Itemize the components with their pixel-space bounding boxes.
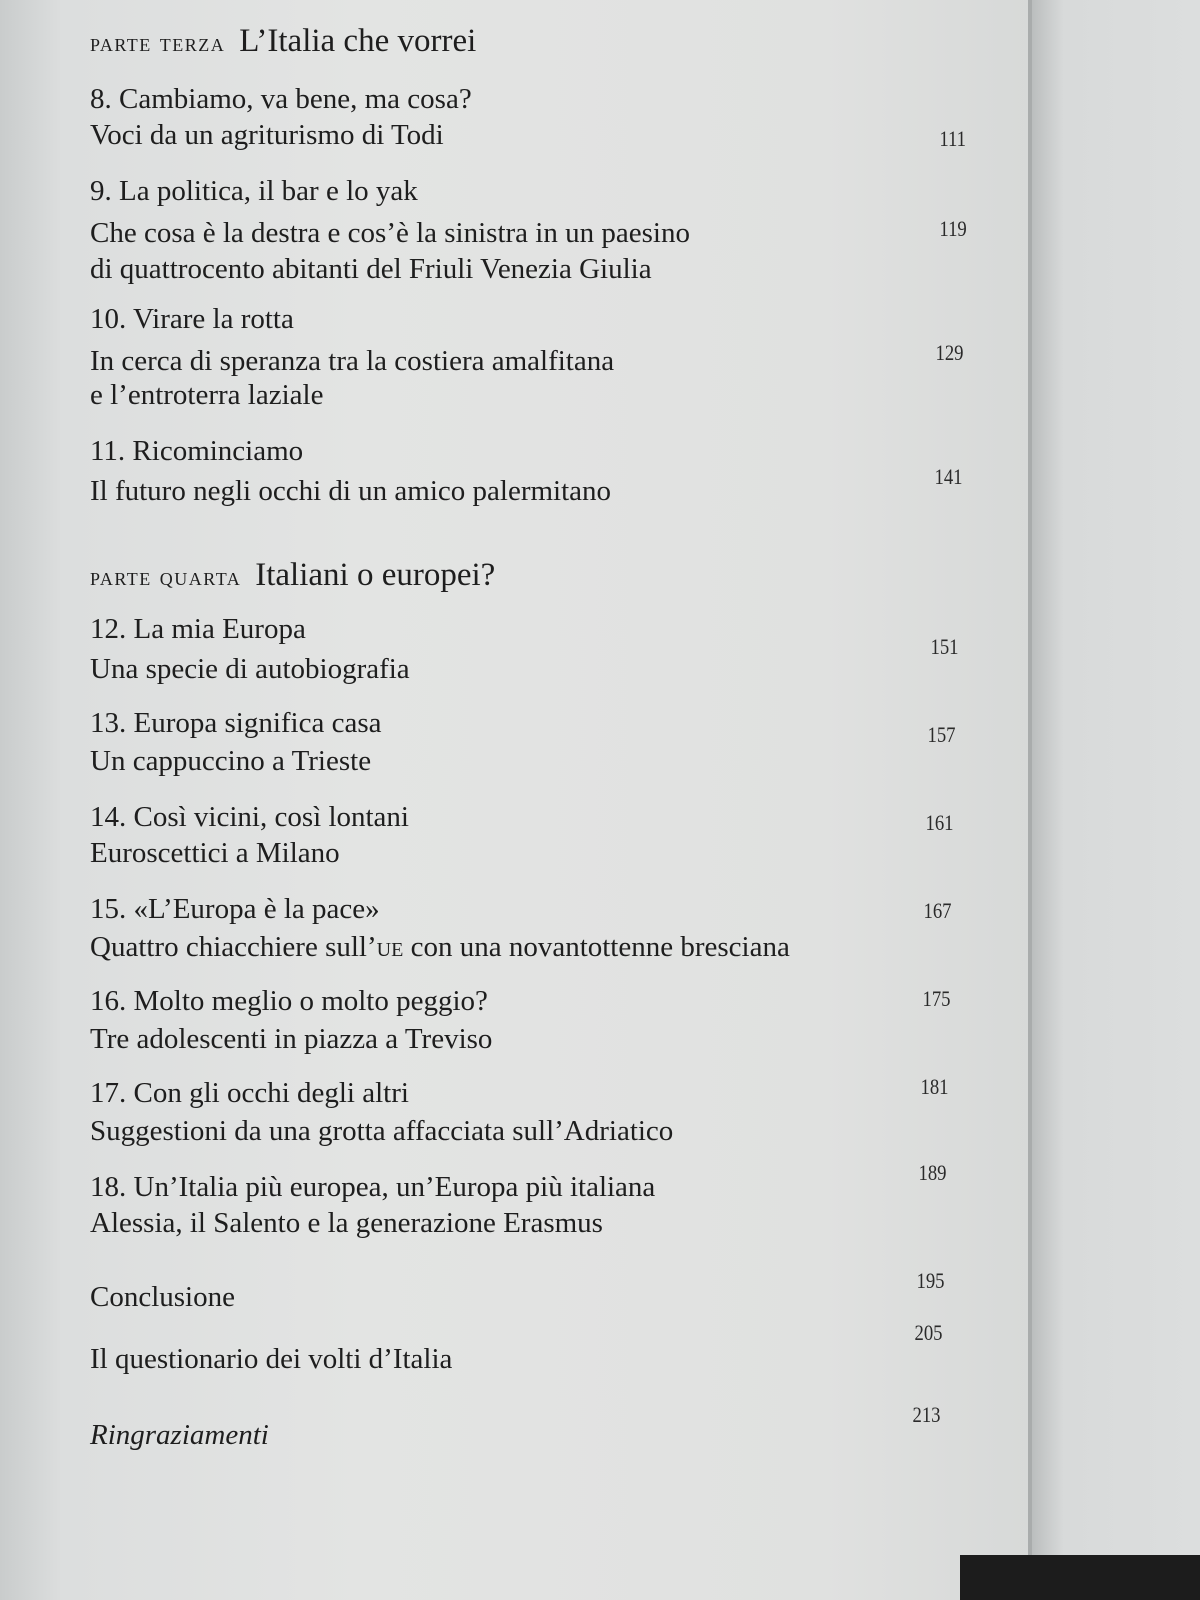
- chapter-subtitle: Alessia, il Salento e la generazione Erasmus: [90, 1207, 603, 1239]
- chapter-title: 10. Virare la rotta: [90, 303, 294, 335]
- page-number: 111: [939, 126, 967, 151]
- questionnaire-entry: Il questionario dei volti d’Italia: [90, 1343, 453, 1375]
- page-number: 175: [922, 986, 951, 1011]
- chapter-title: 13. Europa significa casa: [90, 707, 382, 739]
- part-title: L’Italia che vorrei: [239, 23, 477, 59]
- part-label: parte quarta: [90, 562, 242, 591]
- chapter-title: 8. Cambiamo, va bene, ma cosa?: [90, 83, 472, 115]
- chapter-title: 14. Così vicini, così lontani: [90, 801, 409, 833]
- page-number: 167: [923, 898, 952, 923]
- subtitle-abbrev: ue: [376, 931, 404, 963]
- page-number: 141: [934, 464, 963, 489]
- page-number: 195: [916, 1268, 945, 1293]
- page-number: 161: [925, 810, 954, 835]
- chapter-subtitle: Euroscettici a Milano: [90, 837, 340, 869]
- chapter-title: 16. Molto meglio o molto peggio?: [90, 985, 488, 1017]
- page-number: 157: [927, 722, 956, 747]
- chapter-title: 18. Un’Italia più europea, un’Europa più italiana: [90, 1171, 656, 1203]
- chapter-subtitle: di quattrocento abitanti del Friuli Venezia Giulia: [90, 253, 652, 285]
- chapter-subtitle: Suggestioni da una grotta affacciata sull’Adriatico: [90, 1115, 674, 1147]
- conclusion-entry: Conclusione: [90, 1281, 235, 1313]
- chapter-subtitle: [90, 930, 790, 964]
- chapter-subtitle: Un cappuccino a Trieste: [90, 745, 372, 777]
- acknowledgements-entry: Ringraziamenti: [90, 1419, 269, 1451]
- chapter-subtitle: e l’entroterra laziale: [90, 379, 324, 411]
- page-number: 119: [939, 216, 967, 241]
- facing-page: [1030, 0, 1200, 1600]
- chapter-subtitle: Tre adolescenti in piazza a Treviso: [90, 1023, 493, 1055]
- chapter-title: 12. La mia Europa: [90, 613, 306, 645]
- page-number: 151: [930, 634, 959, 659]
- part-label: parte terza: [90, 28, 226, 57]
- page-number: 129: [935, 340, 964, 365]
- subtitle-text: con una novantottenne bresciana: [403, 931, 790, 963]
- part-title: Italiani o europei?: [255, 557, 496, 593]
- chapter-title: 11. Ricominciamo: [90, 435, 304, 467]
- page-number: 189: [918, 1160, 947, 1185]
- chapter-subtitle: Una specie di autobiografia: [90, 653, 410, 685]
- page-number: 213: [912, 1402, 941, 1427]
- page-number: 181: [920, 1074, 949, 1099]
- chapter-title: 9. La politica, il bar e lo yak: [90, 175, 418, 207]
- part-heading-terza: [90, 24, 476, 60]
- subtitle-text: Quattro chiacchiere sull’: [90, 931, 377, 963]
- chapter-subtitle: Che cosa è la destra e cos’è la sinistra in un paesino: [90, 217, 690, 249]
- chapter-subtitle: Il futuro negli occhi di un amico palermitano: [90, 475, 612, 507]
- page-number: 205: [914, 1320, 943, 1345]
- part-heading-quarta: [90, 558, 495, 594]
- chapter-subtitle: In cerca di speranza tra la costiera amalfitana: [90, 345, 615, 377]
- chapter-subtitle: Voci da un agriturismo di Todi: [90, 119, 444, 151]
- chapter-title: 17. Con gli occhi degli altri: [90, 1077, 409, 1109]
- chapter-title: 15. «L’Europa è la pace»: [90, 893, 380, 925]
